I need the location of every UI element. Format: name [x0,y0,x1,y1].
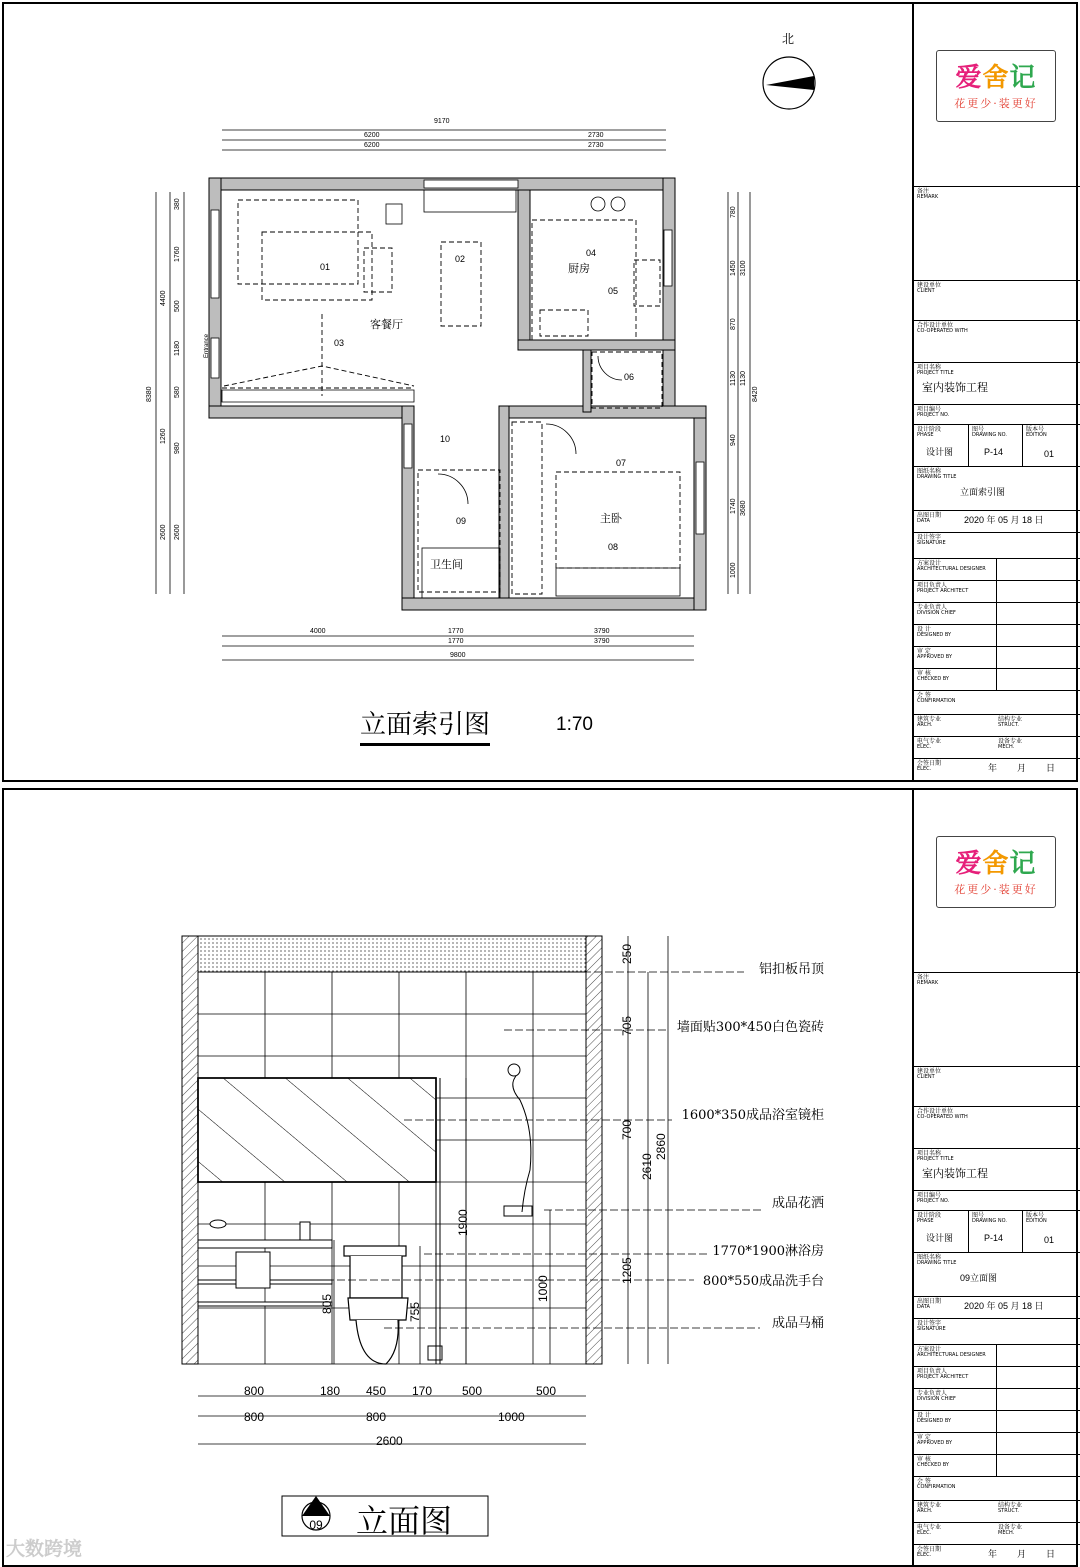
dim-left-d1: 380 [174,198,181,210]
tb-drawing-title: 图纸名称 DRAWING TITLE 立面索引图 [914,466,1080,511]
note-shower-head: 成品花洒 [771,1196,824,1211]
dim-bottom-a: 4000 [310,628,326,635]
dim-right-g2: 1130 [740,370,747,386]
elevation-title: 立面图 [356,1502,453,1540]
tb-signature: 设计签字 SIGNATURE [914,532,1080,559]
dim-inner-wash: 805 [320,1293,334,1314]
dim-right-g3: 3680 [740,500,747,516]
tb2-arch-designer: 方案设计 ARCHITECTURAL DESIGNER [914,1344,1080,1367]
room-kitchen: 厨房 [568,262,590,275]
tb2-div-chief: 专业负责人 DIVISION CHIEF [914,1388,1080,1411]
dim-row1-4: 500 [462,1384,483,1398]
tb-project: 项目名称 PROJECT TITLE 室内装饰工程 [914,362,1080,405]
tb-arch-struct: 建筑专业 ARCH. 结构专业 STRUCT. [914,714,1080,737]
dim-left-d7: 2600 [174,524,181,540]
tb-arch-designer: 方案设计 ARCHITECTURAL DESIGNER [914,558,1080,581]
index-tag-05: 05 [607,286,618,296]
dim-total: 2600 [376,1434,403,1448]
tb2-confirmation: 会 签 CONFIRMATION [914,1476,1080,1501]
dim-right-e: 2610 [640,1153,654,1180]
tb-proj-architect: 项目负责人 PROJECT ARCHITECT [914,580,1080,603]
dim-inner-tap: 1000 [536,1275,550,1302]
dim-right-total: 8420 [752,386,759,402]
tb-phase-row: 设计阶段 PHASE 设计图 图号 DRAWING NO. P-14 版本号 EDITION 01 [914,424,1080,467]
dim-right-d3: 870 [730,318,737,330]
dim-row1-0: 800 [244,1384,265,1398]
elevation-drawing [4,790,912,1566]
sheet-floor-plan-index [2,2,1078,782]
note-ceiling: 铝扣板吊顶 [758,962,824,977]
dim-top-b2: 2730 [588,142,604,149]
dim-row2-0: 800 [244,1410,265,1424]
tb2-signature: 设计签字 SIGNATURE [914,1318,1080,1345]
tb-remark: 备注 REMARK [914,186,1080,281]
tb-client: 建设单位 CLIENT [914,280,1080,321]
dim-left-d5: 580 [174,386,181,398]
title-block-2 [912,790,1080,1565]
dim-right-d2: 1450 [730,260,737,276]
dim-left-d6: 980 [174,442,181,454]
dim-bottom-c2: 3790 [594,638,610,645]
dim-right-d4: 1130 [730,370,737,386]
tb-designed: 设 计 DESIGNED BY [914,624,1080,647]
tb-confirmation: 会 签 CONFIRMATION [914,690,1080,715]
index-tag-08: 08 [607,542,618,552]
index-tag-09: 09 [455,516,466,526]
title-block [912,4,1080,780]
tb2-elec-mech: 电气专业 ELEC. 设备专业 MECH. [914,1522,1080,1545]
tb2-date: 出图日期 DATA 2020 年 05 月 18 日 [914,1296,1080,1319]
dim-row1-5: 500 [536,1384,557,1398]
dim-row2-1: 800 [366,1410,387,1424]
tb-sign-date: 会签日期 ELEC. 年 月 日 [914,758,1080,781]
tb2-checked: 审 核 CHECKED BY [914,1454,1080,1477]
dim-row2-2: 1000 [498,1410,525,1424]
tb-div-chief: 专业负责人 DIVISION CHIEF [914,602,1080,625]
tb2-client: 建设单位 CLIENT [914,1066,1080,1107]
dim-bottom-b: 1770 [448,628,464,635]
dim-right-d5: 940 [730,434,737,446]
dim-bottom-c: 3790 [594,628,610,635]
drawing-scale: 1:70 [556,714,593,735]
room-master-bedroom: 主卧 [600,512,622,525]
dim-right-d: 1205 [620,1257,634,1284]
tb-approved: 审 定 APPROVED BY [914,646,1080,669]
dim-right-g1: 3100 [740,260,747,276]
note-wash-basin: 800*550成品洗手台 [702,1274,824,1289]
tb2-sign-date: 会签日期 ELEC. 年 月 日 [914,1544,1080,1567]
room-bathroom: 卫生间 [430,558,463,571]
dim-left-g1: 4400 [160,290,167,306]
tb2-drawing-title: 图纸名称 DRAWING TITLE 09立面图 [914,1252,1080,1297]
dim-right-b: 705 [620,1015,634,1036]
index-tag-02: 02 [454,254,465,264]
index-tag-04: 04 [585,248,596,258]
note-toilet: 成品马桶 [771,1316,824,1331]
tb2-proj-architect: 项目负责人 PROJECT ARCHITECT [914,1366,1080,1389]
tb2-phase-row: 设计阶段 PHASE 设计图 图号 DRAWING NO. P-14 版本号 EDITION 01 [914,1210,1080,1253]
dim-right-c: 700 [620,1119,634,1140]
dim-top-b: 2730 [588,132,604,139]
tb-coop: 合作设计单位 CO-OPERATED WITH [914,320,1080,363]
tb-date: 出图日期 DATA 2020 年 05 月 18 日 [914,510,1080,533]
dim-left-g2: 1260 [160,428,167,444]
note-shower-room: 1770*1900淋浴房 [712,1244,824,1259]
dim-top-total: 9170 [434,118,450,125]
tb-elec-mech: 电气专业 ELEC. 设备专业 MECH. [914,736,1080,759]
dim-left-total: 8380 [146,386,153,402]
sheet-elevation-09 [2,788,1078,1567]
room-living-dining: 客餐厅 [370,318,403,331]
dim-inner-toilet: 755 [408,1301,422,1322]
entrance-label: Entrance [204,333,210,358]
tb2-project-no: 项目编号 PROJECT NO. [914,1190,1080,1211]
dim-left-d4: 1180 [174,340,181,356]
dim-left-d3: 500 [174,300,181,312]
dim-left-d2: 1760 [174,246,181,262]
dim-row1-1: 180 [320,1384,341,1398]
dim-right-f: 2860 [654,1133,668,1160]
index-tag-01: 01 [319,262,330,272]
dim-top-a2: 6200 [364,142,380,149]
tb2-arch-struct: 建筑专业 ARCH. 结构专业 STRUCT. [914,1500,1080,1523]
index-tag-07: 07 [615,458,626,468]
tb2-coop: 合作设计单位 CO-OPERATED WITH [914,1106,1080,1149]
dim-row1-3: 170 [412,1384,433,1398]
dim-bottom-total: 9800 [450,652,466,659]
watermark: 大数跨境 [6,1538,83,1560]
dim-right-d7: 1000 [730,562,737,578]
tb2-project: 项目名称 PROJECT TITLE 室内装饰工程 [914,1148,1080,1191]
dim-left-g3: 2600 [160,524,167,540]
drawing-title: 立面索引图 [360,704,490,746]
north-label: 北 [782,32,795,46]
brand-logo-2: 爱舍记 花更少·装更好 [936,836,1056,908]
tb2-remark: 备注 REMARK [914,972,1080,1067]
dim-top-a: 6200 [364,132,380,139]
elevation-tag: 09 [309,1518,323,1532]
tb-checked: 审 核 CHECKED BY [914,668,1080,691]
brand-logo: 爱舍记 花更少·装更好 [936,50,1056,122]
dim-bottom-b2: 1770 [448,638,464,645]
tb2-approved: 审 定 APPROVED BY [914,1432,1080,1455]
dim-inner-shower: 1900 [456,1209,470,1236]
index-tag-03: 03 [333,338,344,348]
dim-right-a: 250 [620,943,634,964]
note-mirror-cabinet: 1600*350成品浴室镜柜 [681,1108,824,1123]
dim-right-d6: 1740 [730,498,737,514]
floor-plan-drawing [4,4,912,780]
dim-right-d1: 780 [730,206,737,218]
tb-project-no: 项目编号 PROJECT NO. [914,404,1080,425]
dim-row1-2: 450 [366,1384,387,1398]
index-tag-10: 10 [439,434,450,444]
tb2-designed: 设 计 DESIGNED BY [914,1410,1080,1433]
note-wall-tile: 墙面贴300*450白色瓷砖 [676,1020,824,1035]
index-tag-06: 06 [623,372,634,382]
